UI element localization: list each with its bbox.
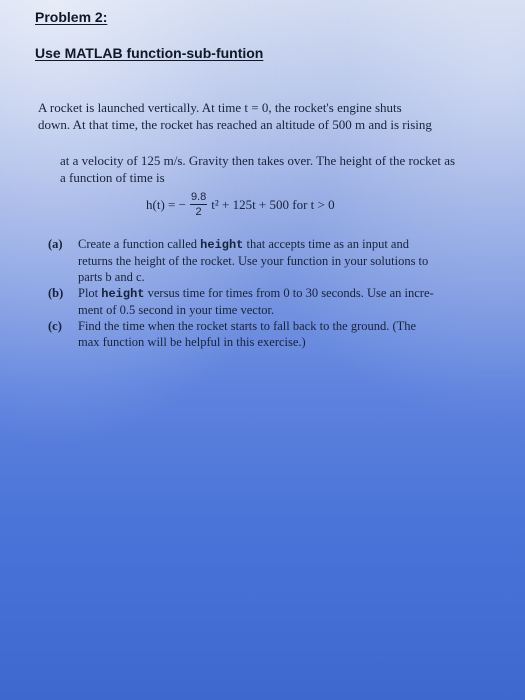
part-text-line xyxy=(78,318,434,334)
part-text-line xyxy=(78,253,434,269)
fraction-denominator: 2 xyxy=(195,206,202,218)
problem-intro-paragraph xyxy=(38,99,432,133)
problem-title: Problem 2: xyxy=(35,9,108,25)
part-text-line xyxy=(78,236,434,253)
problem-parts-list xyxy=(48,236,434,350)
text-line: down. At that time, the rocket has reached an altitude of 500 m and is rising xyxy=(38,117,432,132)
equation-lhs: h(t) = − xyxy=(146,196,186,212)
fraction-numerator: 9.8 xyxy=(190,191,207,203)
height-equation xyxy=(146,191,335,218)
text-line: at a velocity of 125 m/s. Gravity then takes over. The height of the rocket as xyxy=(60,153,456,168)
text-segment: parts b and c. xyxy=(78,270,145,284)
text-segment: Find the time when the rocket starts to fall back to the ground. (The xyxy=(78,319,417,333)
equation-rhs: t² + 125t + 500 for t > 0 xyxy=(211,196,335,212)
part-marker: (a) xyxy=(48,237,63,251)
text-segment: returns the height of the rocket. Use your function in your solutions to xyxy=(78,254,429,268)
text-segment: that accepts time as an input and xyxy=(243,237,409,251)
problem-part-item xyxy=(48,285,434,318)
text-segment: Plot xyxy=(78,286,102,300)
text-segment: ment of 0.5 second in your time vector. xyxy=(78,303,275,317)
text-line: a function of time is xyxy=(60,170,165,185)
problem-continuation-paragraph xyxy=(60,152,455,186)
part-marker: (c) xyxy=(48,319,62,333)
part-text-line xyxy=(78,269,434,285)
problem-part-item xyxy=(48,318,434,350)
assignment-subtitle: Use MATLAB function-sub-funtion xyxy=(35,45,264,61)
text-segment: max function will be helpful in this exercise.) xyxy=(78,335,306,349)
part-text-line xyxy=(78,285,434,302)
text-line: A rocket is launched vertically. At time t = 0, the rocket's engine shuts xyxy=(38,100,402,115)
part-marker: (b) xyxy=(48,286,64,300)
text-segment: Create a function called xyxy=(78,237,201,251)
code-identifier: height xyxy=(101,287,145,301)
part-text-line xyxy=(78,334,434,350)
part-text-line xyxy=(78,302,434,318)
text-segment: versus time for times from 0 to 30 seconds. Use an incre- xyxy=(144,286,434,300)
problem-part-item xyxy=(48,236,434,285)
equation-fraction xyxy=(190,191,207,218)
code-identifier: height xyxy=(200,238,244,252)
